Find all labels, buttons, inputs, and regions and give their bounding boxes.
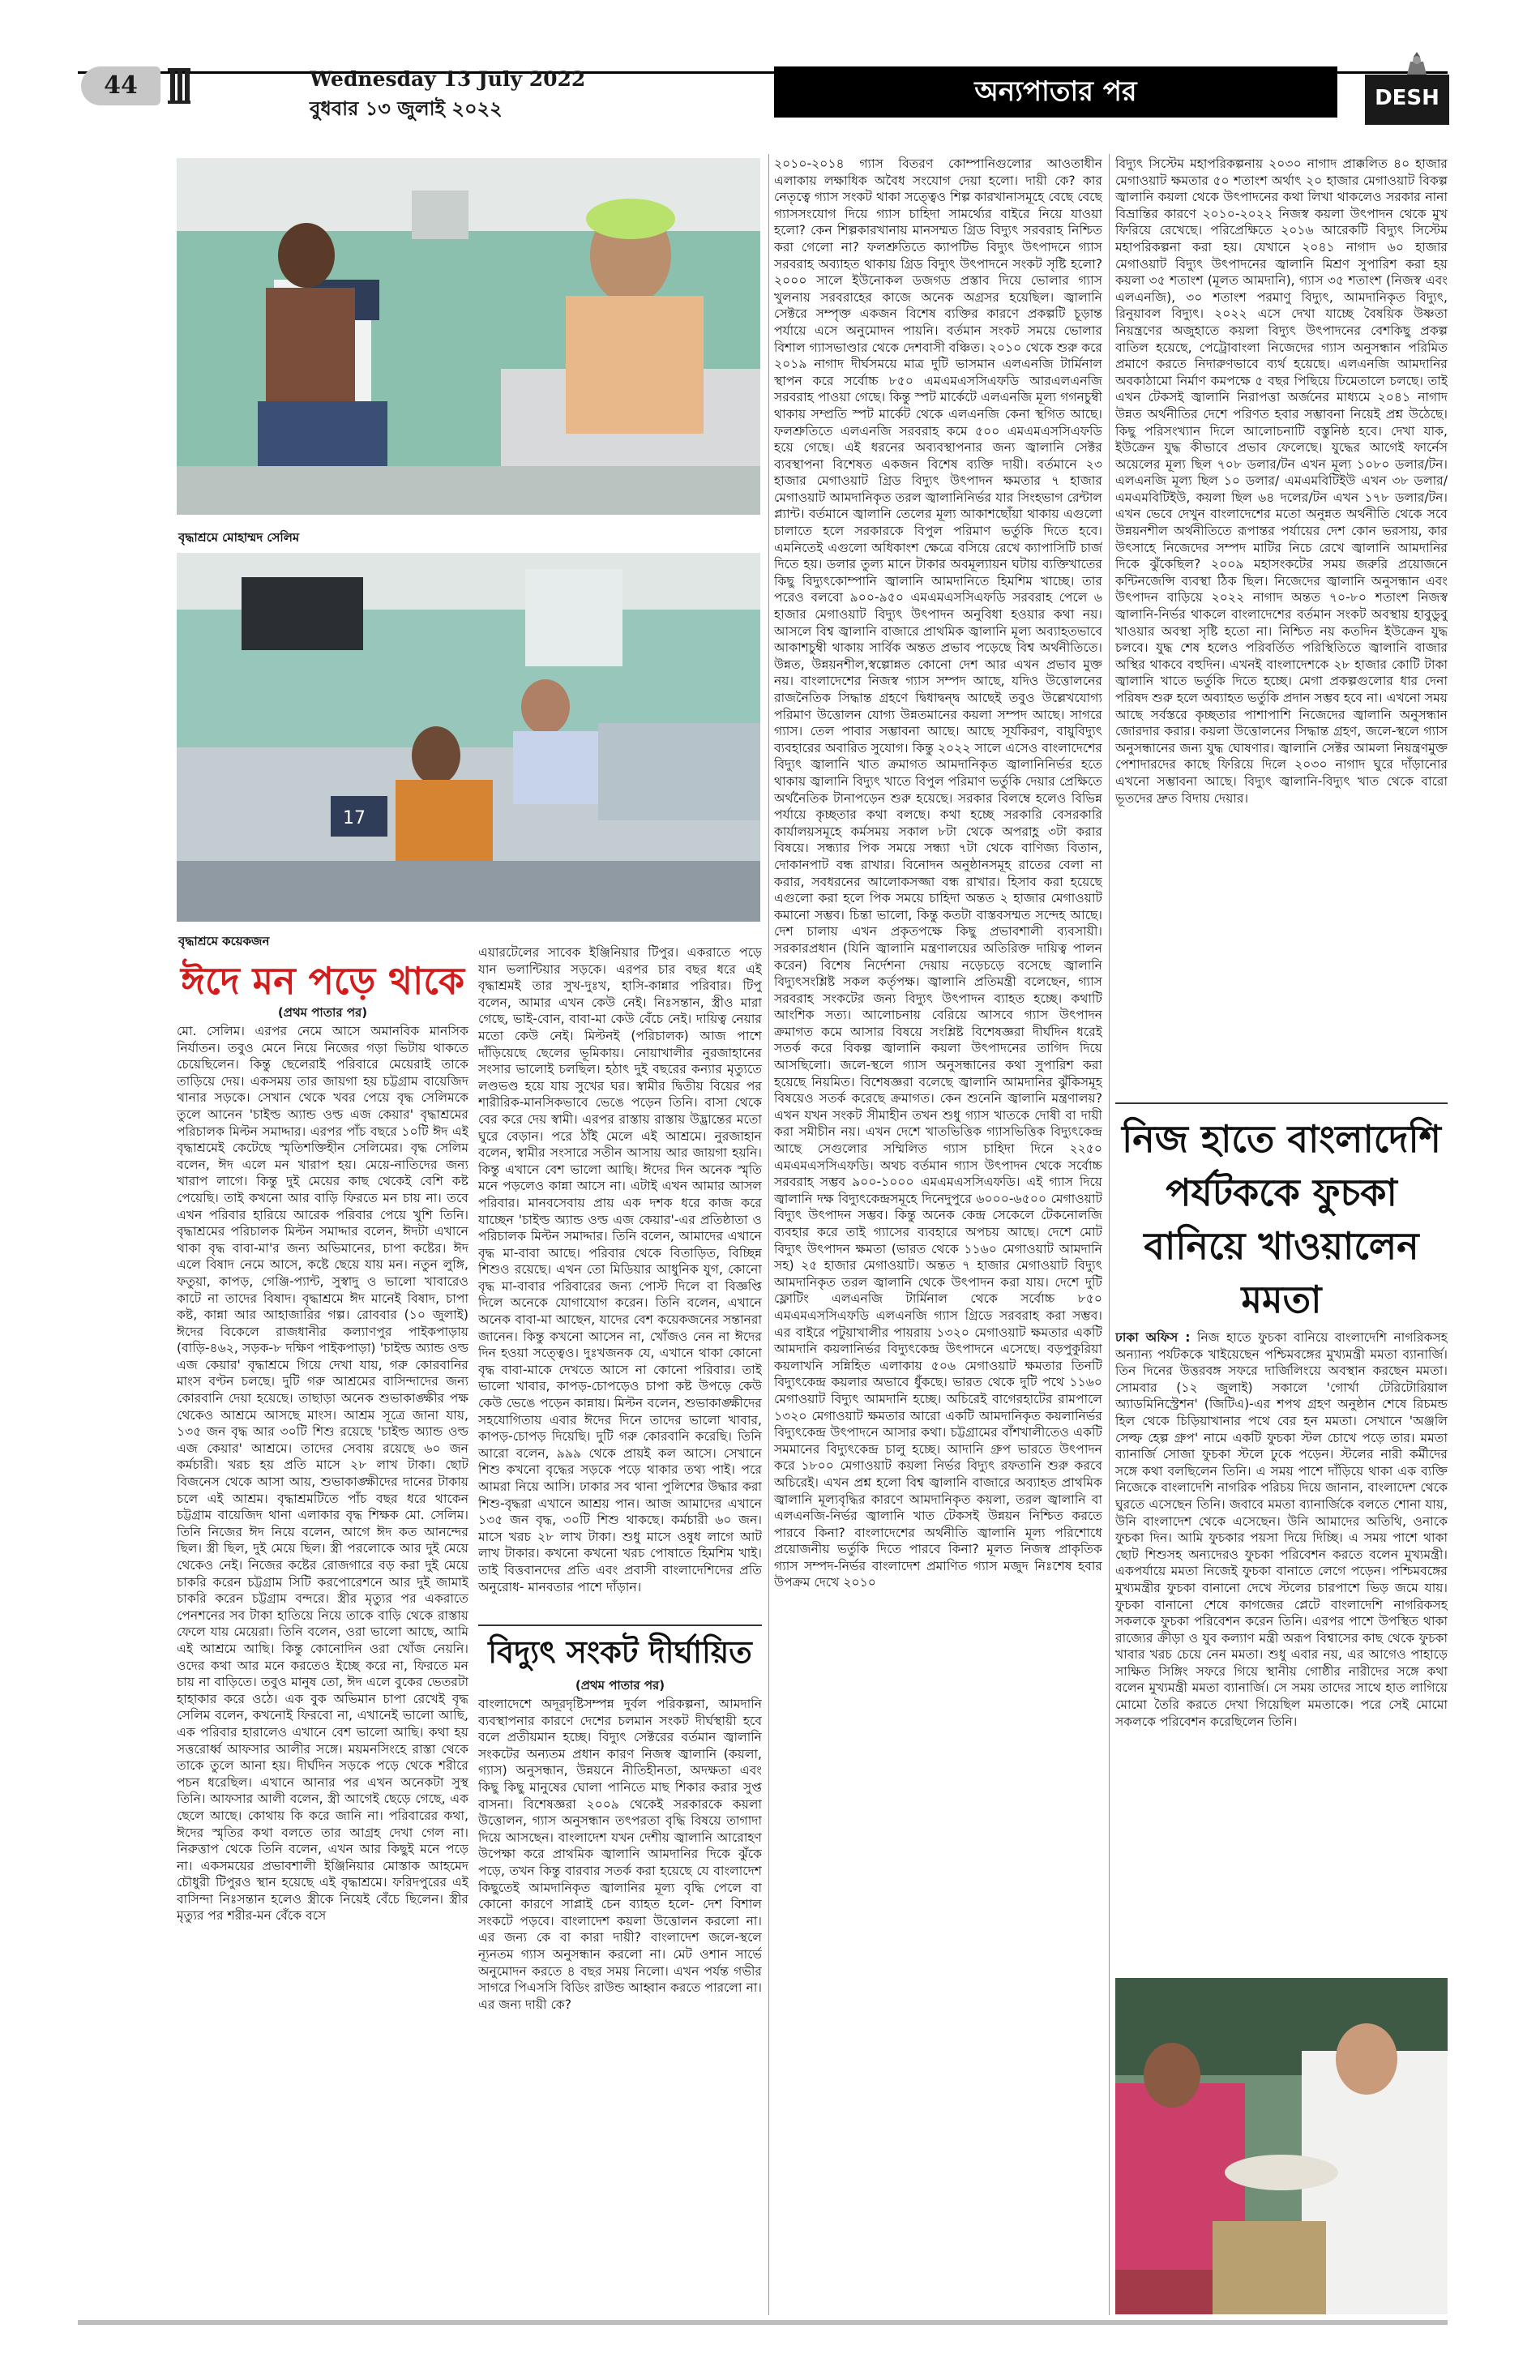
date-english: Wednesday 13 July 2022: [310, 67, 586, 91]
photo-caption-1: বৃদ্ধাশ্রমে মোহাম্মদ সেলিম: [178, 530, 300, 545]
mamata-story-headline: নিজ হাতে বাংলাদেশি পর্যটককে ফুচকা বানিয়ে খাওয়ালেন মমতা: [1122, 1117, 1441, 1321]
column-divider-1: [768, 154, 769, 2315]
power-story-text-a: বাংলাদেশে অদূরদৃষ্টিসম্পন্ন দুর্বল পরিকল্পনা, আমদানি ব্যবস্থাপনার কারণে দেশের চলমান সংকট দীর্ঘস্থায়ী হবে বলে প্রতীয়মান হচ্ছে। বিদ্যুৎ সেক্টরের বর্তমান জ্বালানি সংকটের অন্যতম প্রধান কারণ নিজস্ব জ্বালানি (কয়লা, গ্যাস) অনুসন্ধান, উন্নয়নে নীতিহীনতা, অদক্ষতা এবং কিছু কিছু মানুষের ঘোলা পানিতে মাছ শিকার করার সুপ্ত বাসনা। বিশেষজ্ঞরা ২০০৯ থেকেই সরকারকে কয়লা উত্তোলন, গ্যাস অনুসন্ধান তৎপরতা বৃদ্ধি বিষয়ে তাগাদা দিয়ে আসছেন। বাংলাদেশ যখন দেশীয় জ্বালানি আরোহণ উপেক্ষা করে প্রাথমিক জ্বালানি আমদানির দিকে ঝুঁকে পড়ে, তখন কিন্তু বারবার সতর্ক করা হয়েছে যে বাংলাদেশ কিছুতেই আমদানিকৃত জ্বালানির মূল্য বৃদ্ধি পেলে বা কোনো কারণে সাপ্লাই চেন ব্যাহত হলে- দেশ বিশাল সংকটে পড়বে। বাংলাদেশ কয়লা উত্তোলন করলো না। এর জন্য কে বা কারা দায়ী? বাংলাদেশ জলে-স্থলে ন্যূনতম গ্যাস অনুসন্ধান করলো না। মেট ওশান সার্ভে অনুমোদন করতে ৪ বছর সময় নিলো। এখন পর্যন্ত গভীর সাগরে পিএসসি বিডিং রাউন্ড আহ্বান করতে পারলো না। এর জন্য দায়ী কে?: [478, 1697, 762, 2012]
eid-story-headline: ঈদে মন পড়ে থাকে: [180, 959, 465, 1003]
column-pillar-icon: [168, 66, 190, 105]
power-story-column-c: [1115, 156, 1448, 1099]
section-title: অন্যপাতার পর: [774, 66, 1337, 118]
power-story-text-b: ২০১০-২০১৪ গ্যাস বিতরণ কোম্পানিগুলোর আওতাধীন এলাকায় লক্ষাধিক অবৈধ সংযোগ দেয়া হলো। দায়ী কে? কার নেতৃত্বে গ্যাস সংকট থাকা সত্ত্বেও শিল্প কারখানাসমূহে বেছে বেছে গ্যাসসংযোগ দিয়ে গ্যাস চাহিদা সামর্থ্যের বাইরে নিয়ে যাওয়া হলো? কেন শিল্পকারখানায় মানসম্মত গ্রিড বিদ্যুৎ সরবরাহ নিশ্চিত করা গেলো না? ফলশ্রুতিতে ক্যাপটিভ বিদ্যুৎ উৎপাদনে গ্যাস সরবরাহ অব্যাহত থাকায় গ্রিড বিদ্যুৎ উৎপাদনে সংকট সৃষ্টি হলো? ২০০০ সালে ইউনোকল ডজগড প্রস্তাব দিয়ে ভোলার গ্যাস খুলনায় সরবরাহের কাজে অনেক অগ্রসর হয়েছিল। জ্বালানি সেক্টরে সম্পৃক্ত একজন বিশেষ ব্যক্তির কারণে প্রকল্পটি চূড়ান্ত পর্যায়ে এসে অনুমোদন পায়নি। বর্তমান সংকট সময়ে ভোলার বিশাল গ্যাসভাণ্ডার থেকে দেশবাসী বঞ্চিত। ২০১০ থেকে শুরু করে ২০১৯ নাগাদ দীর্ঘসময়ে মাত্র দুটি ভাসমান এলএনজি টার্মিনাল স্থাপন করে সর্বোচ্চ ৮৫০ এমএমএসসিএফডি আরএলএনজি সরবরাহ পাওয়া গেছে। কিন্তু স্পট মার্কেটে এলএনজি মূল্য গগনচুম্বী থাকায় সম্প্রতি স্পট মার্কেট থেকে এলএনজি কেনা স্থগিত আছে। ফলশ্রুতিতে এলএনজি সরবরাহ কমে ৫০০ এমএমএসসিএফডি হয়ে গেছে। এই ধরনের অব্যবস্থাপনার জন্য জ্বালানি সেক্টর ব্যবস্থাপনা বিশেষত একজন বিশেষ ব্যক্তি দায়ী। বর্তমানে ২৩ হাজার মেগাওয়াট গ্রিড বিদ্যুৎ উৎপাদন ক্ষমতার ৭ হাজার মেগাওয়াট আমদানিকৃত তরল জ্বালানিনির্ভর যার সিংহভাগ রেন্টাল প্ল্যান্ট। বর্তমানে জ্বালানি তেলের মূল্য আকাশছোঁয়া থাকায় এগুলো চালাতে হলে সরকারকে বিপুল পরিমাণ ভর্তুকি দিতে হবে। এমনিতেই এগুলো অধিকাংশ ক্ষেত্রে বসিয়ে রেখে ক্যাপাসিটি চার্জ দিতে হয়। ডলার তুল্য মানে টাকার অবমূল্যায়ন ঘটায় ব্যক্তিখাতের কিছু বিদ্যুৎকোম্পানি জ্বালানি আমদানিতে হিমশিম খাচ্ছে। তার পরেও বলবো ৯০০-৯৫০ এমএমএসসিএফডি সরবরাহ পেলে ৬ হাজার মেগাওয়াট বিদ্যুৎ উৎপাদন অনুবিধা হওয়ার কথা নয়। আসলে বিশ্ব জ্বালানি বাজারে প্রাথমিক জ্বালানি মূল্য অব্যাহতভাবে আকাশচুম্বী থাকায় সার্বিক অন্তত প্রভাব পড়েছে বিশ্ব অর্থনীতিতে। উন্নত, উন্নয়নশীল,স্বল্পোন্নত কোনো দেশ আর এখন প্রভাব মুক্ত নয়। বাংলাদেশের নিজস্ব গ্যাস সম্পদ আছে, যদিও উত্তোলনের রাজনৈতিক সিদ্ধান্ত গ্রহণে দ্বিধাদ্বন্দ্ব আছেই তবুও উল্লেখযোগ্য পরিমাণ উত্তোলন যোগ্য উন্নতমানের কয়লা সম্পদ আছে। সাগরে গ্যাস। তেল পাবার সম্ভাবনা আছে। আছে সূর্যকিরণ, বায়ুবিদ্যুৎ ব্যবহারের অবারিত সুযোগ। কিন্তু ২০২২ সালে এসেও বাংলাদেশের বিদ্যুৎ জ্বালানি খাত ক্রমাগত আমদানিকৃত জ্বালানিনির্ভর হতে থাকায় জ্বালানি বিদ্যুৎ খাতে বিপুল পরিমাণ ভর্তুকি দেয়ার প্রেক্ষিতে অর্থনৈতিক টানাপড়েন শুরু হয়েছে। সরকার বিলম্বে হলেও বিভিন্ন পর্যায়ে কৃচ্ছতার কথা বলছে। কথা হচ্ছে সরকারি বেসরকারি কার্যালয়সমূহে কর্মসময় সকাল ৮টা থেকে অপরাহ্ণ ৩টা করার বিষয়ে। সন্ধ্যার পিক সময়ে সন্ধ্যা ৭টা থেকে বাণিজ্য বিতান, দোকানপাট বন্ধ রাখার। বিনোদন অনুষ্ঠানসমূহ রাতের বেলা না করার, সবধরনের আলোকসজ্জা বন্ধ রাখার। হিসাব করা হয়েছে এগুলো করা হলে পিক সময়ে চাহিদা অন্তত ২ হাজার মেগাওয়াট কমানো সম্ভব। চিন্তা ভালো, কিন্তু কতটা বাস্তবসম্মত সন্দেহ আছে। দেশ চালায় এখন প্রকৃতপক্ষে কিছু প্রভাবশালী ব্যবসায়ী। সরকারপ্রধান (যিনি জ্বালানি মন্ত্রণালয়ের অতিরিক্ত দায়িত্ব পালন করেন) বিশেষ নির্দেশনা দেয়ায় নড়েচড়ে বসেছে জ্বালানি বিদ্যুৎসংশ্লিষ্ট সকল কর্তৃপক্ষ। জ্বালানি প্রতিমন্ত্রী বলেছেন, গ্যাস সরবরাহ সংকটের জন্য বিদ্যুৎ উৎপাদন ব্যাহত হচ্ছে। কথাটি আংশিক সত্য। আলোচনায় বেরিয়ে আসবে গ্যাস উৎপাদন ক্রমাগত কমে আসার বিষয়ে সংশ্লিষ্ট বিশেষজ্ঞরা দীর্ঘদিন ধরেই সতর্ক করে বিকল্প জ্বালানি কয়লা উৎপাদনের তাগিদ দিয়ে আসছিলো। জলে-স্থলে গ্যাস অনুসন্ধানের কথা সুপারিশ করা হয়েছে নিয়মিত। বিশেষজ্ঞরা বলেছে জ্বালানি আমদানির ঝুঁকিসমূহ বিষয়েও সতর্ক করেছে ক্রমাগত। কেন শুনেনি জ্বালানি মন্ত্রণালয়? এখন যখন সংকট সীমাহীন তখন শুধু গ্যাস খাতকে দোষী বা দায়ী করা সমীচীন নয়। এখন দেশে খাতভিত্তিক গ্যাসভিত্তিক বিদ্যুৎকেন্দ্র আছে সেগুলোর সম্মিলিত গ্যাস চাহিদা দিনে ২২৫০ এমএমএসসিএফডি। অথচ বর্তমান গ্যাস উৎপাদন থেকে সর্বোচ্চ সরবরাহ সম্ভব ৯০০-১০০০ এমএমএসসিএফডি। এই গ্যাস দিয়ে জ্বালানি দক্ষ বিদ্যুৎকেন্দ্রসমূহে দিনেদুপুরে ৬০০০-৬৫০০ মেগাওয়াট বিদ্যুৎ উৎপাদন সম্ভব। কিন্তু অনেক কেন্দ্র সেকেলে টেকনোলজি ব্যবহার করে তাই গ্যাসের ব্যবহারে অপচয় আছে। দেশে মোট বিদ্যুৎ উৎপাদন ক্ষমতা (ভারত থেকে ১১৬০ মেগাওয়াট আমদানি সহ) ২৫ হাজার মেগাওয়াট। অন্তত ৭ হাজার মেগাওয়াট বিদ্যুৎ আমদানিকৃত তরল জ্বালানি থেকে উৎপাদন করা যায়। দেশে দুটি ফ্লোটিং এলএনজি টার্মিনাল থেকে সর্বোচ্চ ৮৫০ এমএমএসসিএফডি এলএনজি গ্যাস গ্রিডে সরবরাহ করা সম্ভব। এর বাইরে পটুয়াখালীর পায়রায় ১৩২০ মেগাওয়াট ক্ষমতার একটি আমদানি কয়লানির্ভর বিদ্যুৎকেন্দ্র উৎপাদনে এসেছে। বড়পুকুরিয়া কয়লাখনি সন্নিহিত এলাকায় ৫০৬ মেগাওয়াট ক্ষমতার তিনটি বিদ্যুৎকেন্দ্র কয়লার অভাবে ধুঁকছে। ভারত থেকে দুটি পথে ১১৬০ মেগাওয়াট বিদ্যুৎ আমদানি হচ্ছে। অচিরেই বাগেরহাটের রামপালে ১৩২০ মেগাওয়াট ক্ষমতার আরো একটি আমদানিকৃত কয়লানির্ভর বিদ্যুৎকেন্দ্র উৎপাদনে আসার কথা। চট্টগ্রামের বাঁশখালীতেও একটি সমমানের বিদ্যুৎকেন্দ্র চালু হচ্ছে। আদানি গ্রুপ ভারতে উৎপাদন করে ১৮০০ মেগাওয়াট কয়লা নির্ভর বিদ্যুৎ রফতানি শুরু করবে অচিরেই। এখন প্রশ্ন হলো বিশ্ব জ্বালানি বাজারে অব্যাহত প্রাথমিক জ্বালানি মূল্যবৃদ্ধির কারণে আমদানিকৃত কয়লা, তরল জ্বালানি বা এলএনজি-নির্ভর জ্বালানি খাত টেকসই উন্নয়ন নিশ্চিত করতে পারবে কিনা? বাংলাদেশের অর্থনীতি জ্বালানি মূল্য পরিশোধে প্রয়োজনীয় ভর্তুকি দিতে পারবে কিনা? মূলত নিজস্ব প্রাকৃতিক গ্যাস সম্পদ-নির্ভর বাংলাদেশ প্রমাণিত গ্যাস মজুদ নিঃশেষ হবার উপক্রম দেখে ২০১০: [774, 156, 1102, 1590]
mamata-story-column: [1115, 1329, 1448, 1974]
statue-logo-icon: [1365, 50, 1449, 125]
svg-text:17: 17: [343, 808, 366, 828]
mamata-story-byline: ঢাকা অফিস :: [1115, 1330, 1191, 1345]
eid-story-text-1: মো. সেলিম। এরপর নেমে আসে অমানবিক মানসিক নির্যাতন। তবুও মেনে নিয়ে নিজের গড়া ভিটায় থাকতে চেয়েছিলেন। কিন্তু ছেলেরাই পরিবারে মেয়েরাই তাকে তাড়িয়ে দেয়। একসময় তার জায়গা হয় চট্টগ্রাম বায়েজিদ থানার সড়কে। সেখান থেকে খবর পেয়ে বৃদ্ধ সেলিমকে তুলে আনেন 'চাইল্ড অ্যান্ড ওল্ড এজ কেয়ার' বৃদ্ধাশ্রমের পরিচালক মিল্টন সমাদ্দার। এরপর পাঁচ বছরে ১০টি ঈদ এই বৃদ্ধাশ্রমেই কেটেছে স্মৃতিশক্তিহীন সেলিমের। বৃদ্ধ সেলিম বলেন, ঈদ এলে মন খারাপ হয়। মেয়ে-নাতিদের জন্য খারাপ লাগে। কিন্তু দুই মেয়ের কাছ থেকেই বেশি কষ্ট পেয়েছি। তাই কখনো আর বাড়ি ফিরতে মন চায় না। তবে এখন পরিবার হারিয়ে আরেক পরিবার পেয়ে খুশি তিনি। বৃদ্ধাশ্রমের পরিচালক মিল্টন সমাদ্দার বলেন, ঈদটা এখানে থাকা বৃদ্ধ বাবা-মা'র জন্য অভিমানের, চাপা কষ্টের। ঈদ এলে বিষাদ নেমে আসে, কষ্টে ছেয়ে যায় মন। নতুন লুঙ্গি, ফতুয়া, কাপড়, গেঞ্জি-প্যান্ট, সুস্বাদু ও ভালো খাবারেও কাটে না তাদের বিষাদ। বৃদ্ধাশ্রমে ঈদ মানেই বিষাদ, চাপা কষ্ট, কান্না আর আহাজারির গল্প। রোববার (১০ জুলাই) ঈদের বিকেলে রাজধানীর কল্যাণপুর পাইকপাড়ায় (বাড়ি-৪৬২, সড়ক-৮ দক্ষিণ পাইকপাড়া) 'চাইল্ড অ্যান্ড ওল্ড এজ কেয়ার' বৃদ্ধাশ্রমে গিয়ে দেখা যায়, গরু কোরবানির মাংস বণ্টন চলছে। দুটি গরু আশ্রমের বাসিন্দাদের জন্য কোরবানি দেয়া হয়েছে। তাছাড়া অনেক শুভাকাঙ্ক্ষীর পক্ষ থেকেও আশ্রমে আসছে মাংস। আশ্রম সূত্রে জানা যায়, ১৩৫ জন বৃদ্ধ আর ৩০টি শিশু রয়েছে 'চাইল্ড অ্যান্ড ওল্ড এজ কেয়ার' আশ্রমে। তাদের সেবায় রয়েছে ৬০ জন কর্মচারী। খরচ হয় প্রতি মাসে ২৮ লাখ টাকা। ছোট বিজনেস থেকে আসা আয়, শুভাকাঙ্ক্ষীদের দানের টাকায় চলে এই আশ্রম। বৃদ্ধাশ্রমটিতে পাঁচ বছর ধরে থাকেন চট্টগ্রাম বায়েজিদ থানা এলাকার বৃদ্ধ শিক্ষক মো. সেলিম। তিনি নিজের ঈদ নিয়ে বলেন, আগে ঈদ কত আনন্দের ছিল। স্ত্রী ছিল, দুই মেয়ে ছিল। স্ত্রী পরলোকে আর দুই মেয়ে থেকেও নেই। নিজের কষ্টের রোজগারে বড় করা দুই মেয়ে চাকরি করেন চট্টগ্রাম সিটি করপোরেশনে আর দুই জামাই চাকরি করেন চট্টগ্রাম বন্দরে। স্ত্রীর মৃত্যুর পর একরাতে পেনশনের সব টাকা হাতিয়ে নিয়ে তাকে বাড়ি থেকে রাস্তায় ফেলে যায় মেয়েরা। তিনি বলেন, ওরা ভালো আছে, আমি এই আশ্রমে আছি। কিন্তু কোনোদিন ওরা খোঁজ নেয়নি। ওদের কথা আর মনে করতেও ইচ্ছে করে না, ফিরতে মন চায় না বাড়িতে। তবুও মানুষ তো, ঈদ এলে বুকের ভেতরটা হাহাকার করে ওঠে। এক বুক অভিমান চাপা রেখেই বৃদ্ধ সেলিম বলেন, কখনোই ফিরবো না, এখানেই ভালো আছি, এক পরিবার হারালেও এখানে বেশ ভালো আছি। কথা হয় সত্তরোর্ধ্ব আফসার আলীর সঙ্গে। ময়মনসিংহে রাস্তা থেকে তাকে তুলে আনা হয়। দীর্ঘদিন সড়কে পড়ে থেকে শরীরে পচন ধরেছিল। এখানে আনার পর এখন অনেকটা সুস্থ তিনি। আফসার আলী বলেন, স্ত্রী আগেই ছেড়ে গেছে, এক ছেলে আছে। কোথায় কি করে জানি না। পরিবারের কথা, ঈদের স্মৃতির কথা বলতে তার আগ্রহ দেখা গেল না। নিরুত্তাপ থেকে তিনি বলেন, এখন আর কিছুই মনে পড়ে না। একসময়ের প্রভাবশালী ইঞ্জিনিয়ার মোস্তাক আহমেদ চৌধুরী টিপুরও স্থান হয়েছে এই বৃদ্ধাশ্রমে। ফরিদপুরের এই বাসিন্দা নিঃসন্তান হলেও স্ত্রীকে নিয়েই বেঁচে ছিলেন। স্ত্রীর মৃত্যুর পর শরীর-মন বেঁকে বসে: [177, 1024, 468, 1924]
eid-story-column-2: [478, 944, 762, 1624]
photo-mamata-fuchka: [1115, 1978, 1448, 2314]
eid-story-text-2: এয়ারটেলের সাবেক ইঞ্জিনিয়ার টিপুর। একরাতে পড়ে যান ভলান্টিয়ার সড়কে। এরপর চার বছর ধরে এই বৃদ্ধাশ্রমই তার সুখ-দুঃখ, হাসি-কান্নার পরিবার। টিপু বলেন, আমার এখন কেউ নেই। নিঃসন্তান, স্ত্রীও মারা গেছে, ভাই-বোন, বাবা-মা কেউ বেঁচে নেই। দায়িত্ব নেয়ার মতো কেউ নেই। মিল্টনই (পরিচালক) আজ পাশে দাঁড়িয়েছে ছেলের ভূমিকায়। নোয়াখালীর নুরজাহানের সংসার ভালোই চলছিল। হঠাৎ দুই বছরের কন্যার মৃত্যুতে লণ্ডভণ্ড হয়ে যায় সুখের ঘর। স্বামীর দ্বিতীয় বিয়ের পর শারীরিক-মানসিকভাবে ভেঙে পড়েন তিনি। বাসা থেকে বের করে দেয় স্বামী। এরপর রাস্তায় রাস্তায় উদ্ভ্রান্তের মতো ঘুরে বেড়ান। পরে ঠাঁই মেলে এই আশ্রমে। নুরজাহান বলেন, স্বামীর সংসারে সতীন আসায় আর জায়গা হয়নি। কিন্তু এখানে বেশ ভালো আছি। ঈদের দিন অনেক স্মৃতি মনে পড়লেও কান্না আসে না। এটাই এখন আমার আসল পরিবার। মানবসেবায় প্রায় এক দশক ধরে কাজ করে যাচ্ছেন 'চাইল্ড অ্যান্ড ওল্ড এজ কেয়ার'-এর প্রতিষ্ঠাতা ও পরিচালক মিল্টন সমাদ্দার। তিনি বলেন, আমাদের এখানে বৃদ্ধ মা-বাবা আছে। পরিবার থেকে বিতাড়িত, বিচ্ছিন্ন শিশুও রয়েছে। এখন তো মিডিয়ার আধুনিক যুগ, কোনো বৃদ্ধ মা-বাবার পরিবারের জন্য পোস্ট দিলে বা বিজ্ঞপ্তি দিলে অনেকে যোগাযোগ করেন। তিনি বলেন, এখানে অনেক বাবা-মা আছেন, যাদের বেশ কয়েকজনের সন্তানরা জানেন। কিন্তু কখনো আসেন না, খোঁজও নেন না ঈদের দিন হওয়া সত্ত্বেও। দুঃখজনক যে, এখানে থাকা কোনো বৃদ্ধ বাবা-মাকে দেখতে আসে না কোনো পরিবার। তাই ভালো খাবার, কাপড়-চোপড়েও চাপা কষ্ট উপড়ে কেউ কেউ ভেঙে পড়েন কান্নায়। মিল্টন বলেন, শুভাকাঙ্ক্ষীদের সহযোগিতায় এবার ঈদের দিনে তাদের ভালো খাবার, কাপড়-চোপড় দিয়েছি। দুটি গরু কোরবানি করেছি। তিনি আরো বলেন, ৯৯৯ থেকে প্রায়ই কল আসে। সেখানে শিশু কখনো বৃদ্ধের সড়কে পড়ে থাকার তথ্য পাই। পরে আমরা নিয়ে আসি। ঢাকার সব থানা পুলিশের উদ্ধার করা শিশু-বৃদ্ধরা এখানে আশ্রয় পান। আজ আমাদের এখানে ১৩৫ জন বৃদ্ধ, ৩০টি শিশু থাকছে। কর্মচারী ৬০ জন। মাসে খরচ ২৮ লাখ টাকা। শুধু মাসে ওষুধ লাগে আট লাখ টাকার। কখনো কখনো খরচ পোষাতে হিমশিম খাই। তাই বিত্তবানদের প্রতি এবং প্রবাসী বাংলাদেশিদের প্রতি অনুরোধ- মানবতার পাশে দাঁড়ান।: [478, 945, 762, 1595]
power-story-continued: (প্রথম পাতার পর): [575, 1678, 665, 1693]
power-story-column-a: [478, 1696, 762, 2316]
mamata-story-rule-top: [1115, 1102, 1448, 1104]
mamata-story-text: নিজ হাতে ফুচকা বানিয়ে বাংলাদেশি নাগরিকসহ অন্যান্য পর্যটককে খাইয়েছেন পশ্চিমবঙ্গের মুখ্যমন্ত্রী মমতা ব্যানার্জি। তিন দিনের উত্তরবঙ্গ সফরে দার্জিলিংয়ে অবস্থান করছেন মমতা। সোমবার (১২ জুলাই) সকালে 'গোর্খা টেরিটোরিয়াল অ্যাডমিনিস্ট্রেশন' (জিটিএ)-এর শপথ গ্রহণ অনুষ্ঠান শেষে রিচমন্ড হিল থেকে চিড়িয়াখানার পথে বের হন মমতা। সেখানে 'অঞ্জলি সেল্ফ হেল্প গ্রুপ' নামে একটি ফুচকা স্টল চোখে পড়ে তার। মমতা ব্যানার্জি সোজা ফুচকা স্টলে ঢুকে পড়েন। স্টলের নারী কর্মীদের সঙ্গে কথা বলছিলেন তিনি। এ সময় পাশে দাঁড়িয়ে থাকা এক ব্যক্তি নিজেকে বাংলাদেশি নাগরিক পরিচয় দিয়ে জানান, বাংলাদেশ থেকে ঘুরতে এসেছেন তিনি। জবাবে মমতা ব্যানার্জিকে বলতে শোনা যায়, উনি বাংলাদেশ থেকে এসেছেন। উনি আমাদের অতিথি, ওনাকে ফুচকা দিন। আমি ফুচকার পয়সা দিয়ে দিচ্ছি। এ সময় পাশে থাকা ছোট শিশুসহ অন্যদেরও ফুচকা পরিবেশন করতে বলেন মুখ্যমন্ত্রী। একপর্যায়ে মমতা নিজেই ফুচকা বানাতে লেগে পড়েন। পশ্চিমবঙ্গের মুখ্যমন্ত্রীর ফুচকা বানানো দেখে স্টলের চারপাশে ভিড় জমে যায়। ফুচকা বানানো শেষে কাগজের প্লেটে বাংলাদেশি নাগরিকসহ সকলকে ফুচকা পরিবেশন করেন তিনি। এরপর পাশে উপস্থিত থাকা রাজ্যের ক্রীড়া ও যুব কল্যাণ মন্ত্রী অরূপ বিশ্বাসের কাছ থেকে ফুচকা খাবার খরচ চেয়ে নেন মমতা। শুধু এবার নয়, এর আগেও পাহাড়ে সাক্ষিত সিঙ্গিং সফরে গিয়ে স্থানীয় গোষ্ঠীর নারীদের সঙ্গে কথা বলেন মুখ্যমন্ত্রী মমতা ব্যানার্জি। সে সময় তাদের সাথে হাত লাগিয়ে মোমো তৈরি করতে দেখা গিয়েছিল মমতাকে। পরে সেই মোমো সকলকে পরিবেশন করেছিলেন তিনি।: [1115, 1330, 1448, 1729]
power-story-rule-top: [478, 1624, 762, 1626]
page-number: 44: [81, 66, 160, 105]
photo-caption-2: বৃদ্ধাশ্রমে কয়েকজন: [178, 934, 270, 948]
date-bangla: বুধবার ১৩ জুলাই ২০২২: [310, 96, 503, 120]
eid-story-column-1: [177, 1023, 468, 2316]
logo-text: DESH: [1375, 86, 1439, 110]
power-story-column-b: [774, 156, 1102, 2316]
footer-rule: [78, 2320, 1448, 2325]
photo-ward-group: [177, 553, 760, 922]
eid-story-continued: (প্রথম পাতার পর): [277, 1005, 368, 1020]
power-story-headline: বিদ্যুৎ সংকট দীর্ঘায়িত: [488, 1634, 752, 1670]
column-divider-2: [1109, 154, 1110, 2315]
power-story-text-c: বিদ্যুৎ সিস্টেম মহাপরিকল্পনায় ২০৩০ নাগাদ প্রাক্কলিত ৪০ হাজার মেগাওয়াট ক্ষমতার ৫০ শতাংশ অর্থাৎ ২০ হাজার মেগাওয়াট বিকল্প জ্বালানি কয়লা থেকে উৎপাদনের কথা লিখা থাকলেও সরকার নানা বিভ্রান্তির কারণে ২০১০-২০২২ নিজস্ব কয়লা উৎপাদন থেকে মুখ ফিরিয়ে রেখেছে। পরিপ্রেক্ষিতে ২০১৬ আরেকটি বিদ্যুৎ সিস্টেম মহাপরিকল্পনা করা হয়। যেখানে ২০৪১ নাগাদ ৬০ হাজার মেগাওয়াট বিদ্যুৎ উৎপাদনের জ্বালানি মিশ্রণ সুপারিশ করা হয় কয়লা ৩৫ শতাংশ (মূলত আমদানি), গ্যাস ৩৫ শতাংশ (নিজস্ব এবং এলএনজি), ৩০ শতাংশ পরমাণু বিদ্যুৎ, আমদানিকৃত বিদ্যুৎ, রিনুয়াবল বিদ্যুৎ। ২০২২ এসে দেখা যাচ্ছে বৈষয়িক উষ্ণতা নিয়ন্ত্রণের অজুহাতে কয়লা বিদ্যুৎ উৎপাদনের বেশকিছু প্রকল্প বাতিল হয়েছে, পেট্রোবাংলা নিজেদের গ্যাস অনুসন্ধান পরিমিত প্রমাণে করতে নিদারুণভাবে ব্যর্থ হয়েছে। এলএনজি আমদানির অবকাঠামো নির্মাণ কমপক্ষে ৫ বছর পিছিয়ে ঢিমেতালে চলছে। তাই এখন টেকসই জ্বালানি নিরাপত্তা অর্জনের মাধ্যমে ২০৪১ নাগাদ উন্নত অর্থনীতির দেশে পরিণত হবার সম্ভাবনা নিয়েই প্রশ্ন উঠেছে। কিছু পরিসংখ্যান দিলে আলোচনাটি বস্তুনিষ্ঠ হবে। দেখা যাক, ইউক্রেন যুদ্ধ কীভাবে প্রভাব ফেলেছে। যুদ্ধের আগেই ফার্নেস অয়েলের মূল্য ছিল ৭০৮ ডলার/টন এখন মূল্য ১০৮০ ডলার/টন। এলএনজি মূল্য ছিল ১০ ডলার/ এমএমবিটিইউ এখন ৩৮ ডলার/ এমএমবিটিইউ, কয়লা ছিল ৬৪ দলের/টন এখন ১৭৮ ডলার/টন। এখন ভেবে দেখুন বাংলাদেশের মতো অনুন্নত অর্থনীতি থেকে সবে উন্নয়নশীল অর্থনীতিতে রূপান্তর পর্যায়ের দেশ কোন ভরসায়, কার উৎসাহে নিজেদের সম্পদ মাটির নিচে রেখে জ্বালানি আমদানির দিকে ঝুঁকেছিল? ২০০৯ মহাসংকটের সময় জরুরি প্রয়োজনে কন্টিনজেন্সি ব্যবস্থা ঠিক ছিল। নিজেদের জ্বালানি অনুসন্ধান এবং উৎপাদন বাড়িয়ে ২০২২ নাগাদ অন্তত ৭০-৮০ শতাংশ নিজস্ব জ্বালানি-নির্ভর থাকলে বাংলাদেশের বর্তমান সংকট অবস্থায় হাবুডুবু খাওয়ার অবস্থা সৃষ্টি হতো না। নিশ্চিত নয় কতদিন ইউক্রেন যুদ্ধ চলবে। যুদ্ধ শেষ হলেও পরিবর্তিত পরিস্থিতিতে জ্বালানি বাজার অস্থির থাকবে বহুদিন। এখনই বাংলাদেশকে ২৮ হাজার কোটি টাকা জ্বালানি খাতে ভর্তুকি দিতে হচ্ছে। মেগা প্রকল্পগুলোর ধার দেনা পরিষদ শুরু হলে অব্যাহত ভর্তুকি প্রদান সম্ভব হবে না। এখনো সময় আছে সর্বস্তরে কৃচ্ছতার পাশাপাশি নিজেদের জ্বালানি অনুসন্ধান জোরদার করার। কয়লা উত্তোলনের সিদ্ধান্ত গ্রহণ, জলে-স্থলে গ্যাস অনুসন্ধানের জন্য যুদ্ধ ঘোষণার। জ্বালানি সেক্টর আমলা নিয়ন্ত্রণমুক্ত পেশাদারদের কাছে ফিরিয়ে দিলে ২০৩০ নাগাদ ঘুরে দাঁড়ানোর এখনো সম্ভাবনা আছে। বিদ্যুৎ জ্বালানি-বিদ্যুৎ খাত থেকে বারো ভূতদের দ্রুত বিদায় দেয়ার।: [1115, 156, 1448, 806]
photo-old-man-selim: [177, 158, 760, 515]
